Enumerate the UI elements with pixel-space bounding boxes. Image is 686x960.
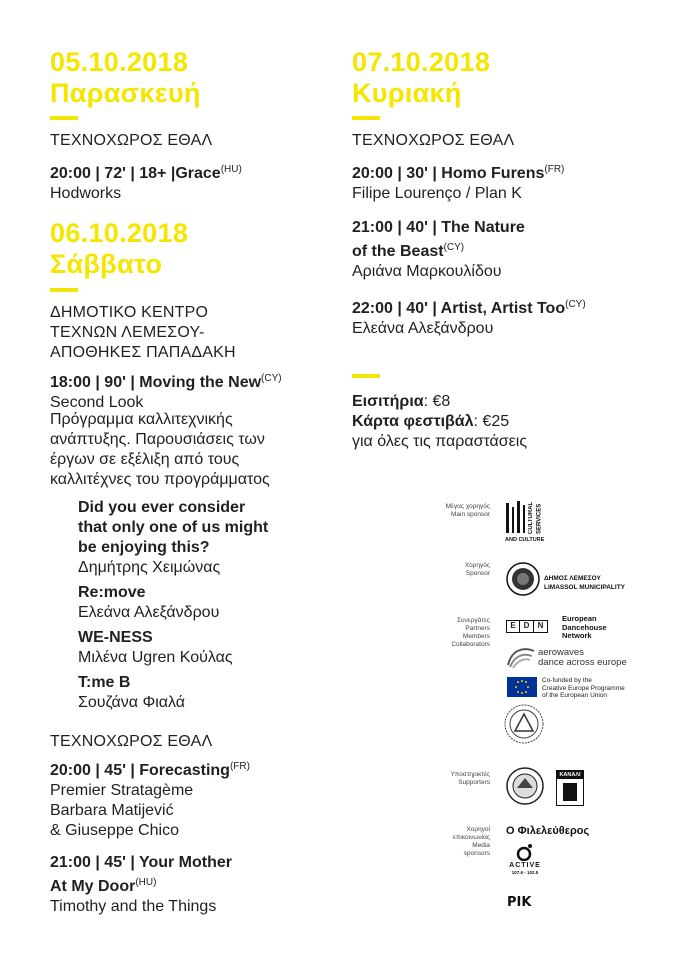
event-block: [352, 218, 652, 282]
work-title: T:me B: [78, 674, 131, 691]
event-title: 20:00 | 30' | Homo Furens$^{(FR)}$: [352, 164, 565, 182]
event-title: 21:00 | 40' | The Nature: [352, 219, 525, 236]
kanali-logo: [556, 770, 584, 806]
aerowaves-icon: [506, 645, 536, 669]
event-company: Barbara Matijević: [50, 802, 174, 819]
edn-logo: [506, 620, 548, 633]
event-company: Premier Stratagème: [50, 782, 194, 799]
partner-seal-icon: [503, 703, 545, 745]
event-company: Ελεάνα Αλεξάνδρου: [352, 320, 494, 337]
supporters-label: Υποστηρικτές Supporters: [450, 771, 490, 786]
venue-line: ΔΗΜΟΤΙΚΟ ΚΕΝΤΡΟ: [50, 304, 209, 321]
work-item: [50, 673, 350, 713]
work-artist: Μιλένα Ugren Κούλας: [78, 649, 233, 666]
work-item: [50, 498, 350, 578]
event-block: [352, 295, 652, 339]
country-tag: (FR): [229, 761, 250, 772]
yellow-divider: [352, 116, 380, 120]
yellow-divider: [352, 374, 380, 378]
aerowaves-text: aerowaves dance across europe: [538, 647, 627, 668]
ticket-price: : €8: [423, 393, 451, 410]
date-heading: 07.10.2018: [352, 47, 491, 77]
active-radio-text: ACTIVE 107.6 - 102.5: [509, 862, 541, 875]
description-line: Πρόγραμμα καλλιτεχνικής: [50, 411, 233, 428]
weekday-heading: Σάββατο: [50, 249, 163, 279]
venue-line: ΤΕΧΝΩΝ ΛΕΜΕΣΟΥ-: [50, 324, 205, 341]
eu-flag-icon: [507, 677, 537, 697]
work-artist: Ελεάνα Αλεξάνδρου: [78, 604, 220, 621]
event-block: [50, 757, 350, 841]
edn-letter: N: [534, 620, 548, 633]
sponsor-label: Χορηγός Sponsor: [464, 562, 490, 577]
country-tag: (CY): [565, 299, 586, 310]
venue-name: ΤΕΧΝΟΧΩΡΟΣ ΕΘΑΛ: [352, 132, 515, 149]
work-title: Did you ever consider: [78, 499, 246, 516]
description-line: καλλιτέχνες του προγράμματος: [50, 471, 270, 488]
main-sponsor-subtext: AND CULTURE: [505, 537, 545, 543]
edn-text: European Dancehouse Network: [562, 614, 607, 640]
partners-label: Συνεργάτες Partners Members Collaborators: [451, 617, 490, 648]
event-block: [50, 369, 350, 413]
event-block: [50, 160, 350, 204]
date-heading: 06.10.2018: [50, 218, 189, 248]
program-description: [50, 410, 350, 490]
venue-line: ΑΠΟΘΗΚΕΣ ΠΑΠΑΔΑΚΗ: [50, 344, 236, 361]
work-title: Re:move: [78, 584, 146, 601]
festival-card-label: Κάρτα φεστιβάλ: [352, 413, 474, 430]
active-radio-icon: [515, 843, 535, 861]
rik-logo: ΡΙΚ: [507, 895, 532, 910]
event-company: & Giuseppe Chico: [50, 822, 179, 839]
country-tag: (HU): [220, 164, 242, 175]
venue-name: ΤΕΧΝΟΧΩΡΟΣ ΕΘΑΛ: [50, 733, 213, 750]
event-title: At My Door$^{(HU)}$: [50, 877, 157, 895]
kanali-text: ΚΑΝΑΛΙ: [557, 771, 583, 779]
work-item: [50, 628, 350, 668]
work-item: [50, 583, 350, 623]
event-company: Αριάνα Μαρκουλίδου: [352, 263, 502, 280]
edn-letter: E: [506, 620, 520, 633]
event-title: 18:00 | 90' | Moving the New$^{(CY)}$: [50, 373, 282, 391]
event-title: of the Beast$^{(CY)}$: [352, 242, 465, 260]
venue-name: ΤΕΧΝΟΧΩΡΟΣ ΕΘΑΛ: [50, 132, 213, 149]
work-title: WE-NESS: [78, 629, 153, 646]
main-sponsor-label: Μέγας χορηγός Main sponsor: [445, 503, 490, 518]
limassol-seal-icon: [506, 562, 540, 596]
event-title: 21:00 | 45' | Your Mother: [50, 854, 232, 871]
phileleftheros-logo: Ο Φιλελεύθερος: [506, 825, 590, 837]
limassol-municipality-text: ΔΗΜΟΣ ΛΕΜΕΣΟΥ LIMASSOL MUNICIPALITY: [544, 575, 626, 591]
country-tag: (CY): [261, 373, 282, 384]
weekday-heading: Παρασκευή: [50, 78, 201, 108]
edn-letter: D: [520, 620, 534, 633]
date-heading: 05.10.2018: [50, 47, 189, 77]
event-company: Second Look: [50, 394, 144, 411]
kanali-mark: [563, 783, 577, 801]
eu-cofunded-text: Co-funded by the Creative Europe Programme of the European Union: [542, 677, 625, 699]
work-artist: Σουζάνα Φιαλά: [78, 694, 186, 711]
event-block: [50, 853, 350, 917]
venue-name: [50, 303, 350, 363]
media-sponsors-label: Χορηγοί επικοινωνίας Media sponsors: [453, 826, 490, 857]
ticket-info: [352, 392, 652, 452]
yellow-divider: [50, 288, 78, 292]
ticket-label: Εισιτήρια: [352, 393, 424, 410]
event-title: 22:00 | 40' | Artist, Artist Too$^{(CY)}$: [352, 299, 586, 317]
work-title: that only one of us might: [78, 519, 269, 536]
event-company: Filipe Lourenço / Plan K: [352, 185, 522, 202]
weekday-heading: Κυριακή: [352, 78, 462, 108]
festival-card-price: : €25: [473, 413, 510, 430]
country-tag: (HU): [135, 877, 157, 888]
event-company: Timothy and the Things: [50, 898, 217, 915]
description-line: έργων σε εξέλιξη από τους: [50, 451, 240, 468]
work-title: be enjoying this?: [78, 539, 210, 556]
event-title: 20:00 | 72' | 18+ |Grace$^{(HU)}$: [50, 164, 242, 182]
cultural-services-text: CULTURAL SERVICES: [528, 501, 543, 534]
event-title: 20:00 | 45' | Forecasting$^{(FR)}$: [50, 761, 250, 779]
country-tag: (FR): [544, 164, 565, 175]
supporter-seal-icon: [505, 766, 545, 806]
work-artist: Δημήτρης Χειμώνας: [78, 559, 221, 576]
ticket-note: για όλες τις παραστάσεις: [352, 433, 528, 450]
description-line: ανάπτυξης. Παρουσιάσεις των: [50, 431, 265, 448]
yellow-divider: [50, 116, 78, 120]
country-tag: (CY): [443, 242, 465, 253]
event-block: [352, 160, 652, 204]
event-company: Hodworks: [50, 185, 122, 202]
